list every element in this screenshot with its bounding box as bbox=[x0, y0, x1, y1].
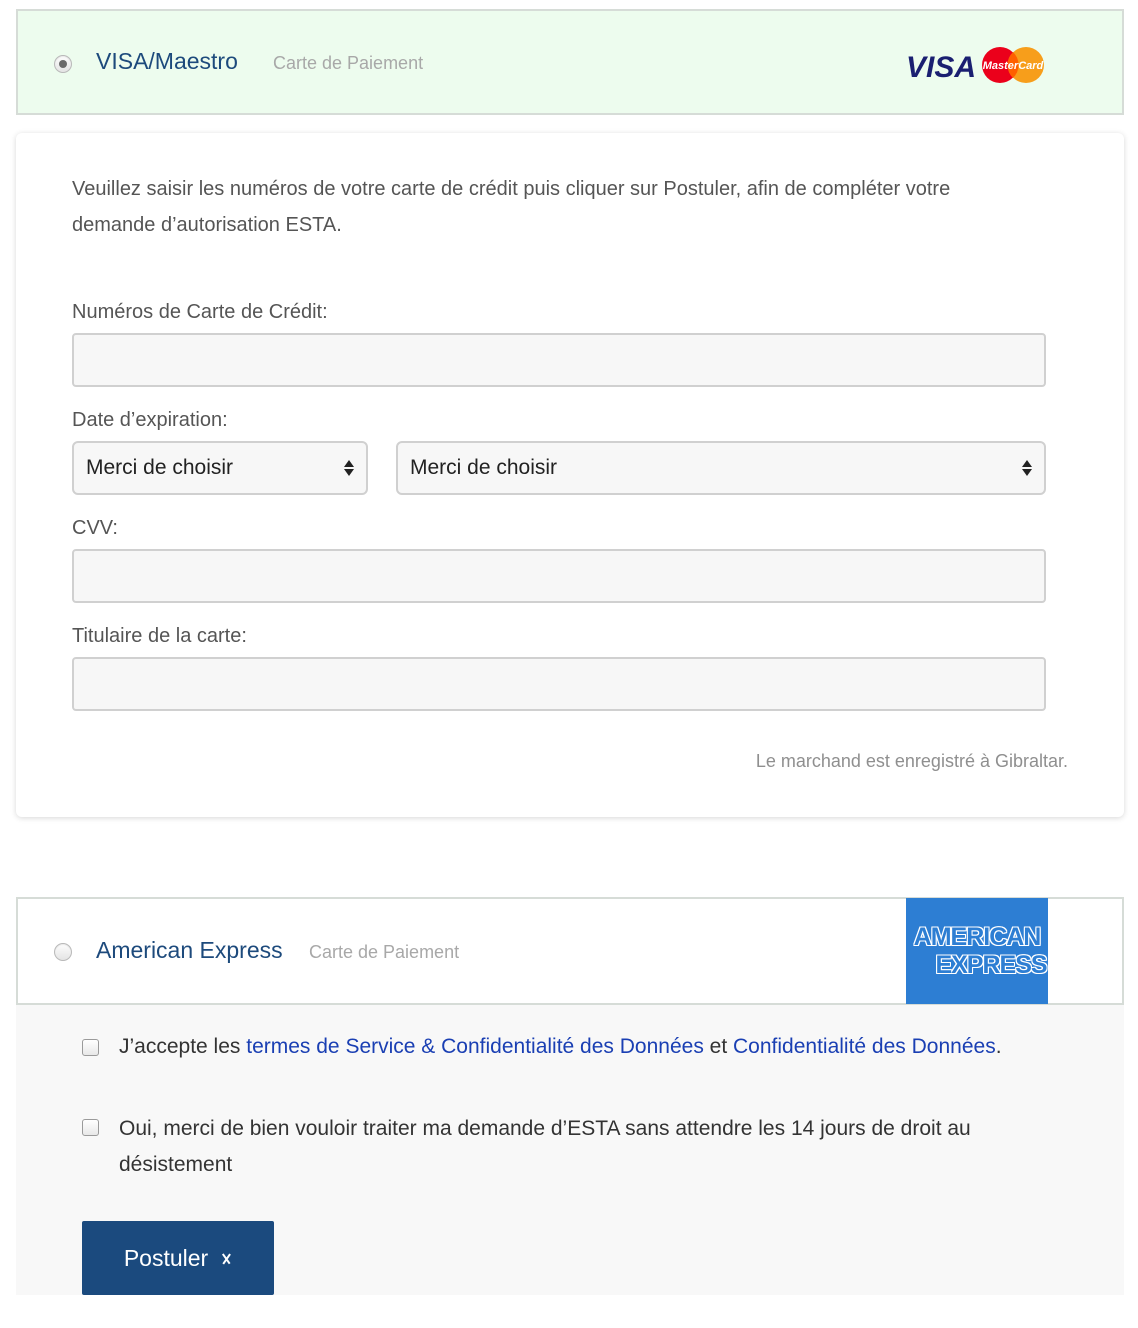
terms-middle: et bbox=[703, 1035, 734, 1058]
payment-option-amex[interactable] bbox=[16, 897, 1124, 1005]
merchant-note: Le marchand est enregistré à Gibraltar. bbox=[755, 751, 1068, 771]
postuler-button[interactable] bbox=[82, 1221, 274, 1295]
expiry-month-value: Merci de choisir bbox=[86, 456, 234, 479]
amex-logo-line2: EXPRESS bbox=[935, 951, 1047, 979]
visa-mastercard-logo bbox=[904, 43, 1050, 87]
waiver-checkbox[interactable] bbox=[82, 1119, 99, 1136]
terms-text bbox=[119, 1029, 1099, 1065]
visa-logo-text: VISA bbox=[906, 51, 977, 84]
card-number-input[interactable] bbox=[72, 333, 1046, 387]
amex-logo bbox=[906, 898, 1048, 1004]
cvv-input[interactable] bbox=[72, 549, 1046, 603]
privacy-link[interactable]: Confidentialité des Données bbox=[733, 1035, 996, 1058]
terms-checkbox[interactable] bbox=[82, 1039, 99, 1056]
mastercard-logo-text: MasterCard bbox=[982, 60, 1044, 72]
select-arrows-icon bbox=[344, 460, 354, 476]
visa-method-subtitle: Carte de Paiement bbox=[273, 53, 424, 73]
amex-radio[interactable] bbox=[54, 943, 72, 961]
waiver-text: Oui, merci de bien vouloir traiter ma demande d’ESTA sans attendre les 14 jours de droit au désistement bbox=[119, 1117, 971, 1176]
select-arrows-icon bbox=[1022, 460, 1032, 476]
payment-option-visa[interactable] bbox=[16, 9, 1124, 115]
card-holder-input[interactable] bbox=[72, 657, 1046, 711]
expiry-label: Date d’expiration: bbox=[72, 409, 228, 431]
visa-radio[interactable] bbox=[54, 55, 72, 73]
card-holder-label: Titulaire de la carte: bbox=[72, 625, 247, 647]
terms-of-service-link[interactable]: termes de Service & Confidentialité des Données bbox=[246, 1035, 704, 1058]
expiry-year-select[interactable] bbox=[396, 441, 1046, 495]
form-intro-text: Veuillez saisir les numéros de votre carte de crédit puis cliquer sur Postuler, afin de compléter votre demande d’autorisation ESTA. bbox=[72, 178, 951, 236]
expiry-month-select[interactable] bbox=[72, 441, 368, 495]
expiry-year-value: Merci de choisir bbox=[410, 456, 558, 479]
card-form-panel bbox=[16, 133, 1124, 817]
amex-logo-line1: AMERICAN bbox=[913, 923, 1041, 951]
postuler-button-label: Postuler bbox=[123, 1244, 209, 1271]
chevron-right-icon bbox=[222, 1248, 232, 1268]
card-number-label: Numéros de Carte de Crédit: bbox=[72, 301, 328, 323]
terms-suffix: . bbox=[995, 1035, 1002, 1058]
amex-method-name: American Express bbox=[96, 937, 283, 963]
visa-method-name: VISA/Maestro bbox=[96, 48, 238, 74]
amex-method-subtitle: Carte de Paiement bbox=[309, 942, 460, 962]
terms-prefix: J’accepte les bbox=[119, 1035, 247, 1058]
cvv-label: CVV: bbox=[72, 517, 118, 539]
